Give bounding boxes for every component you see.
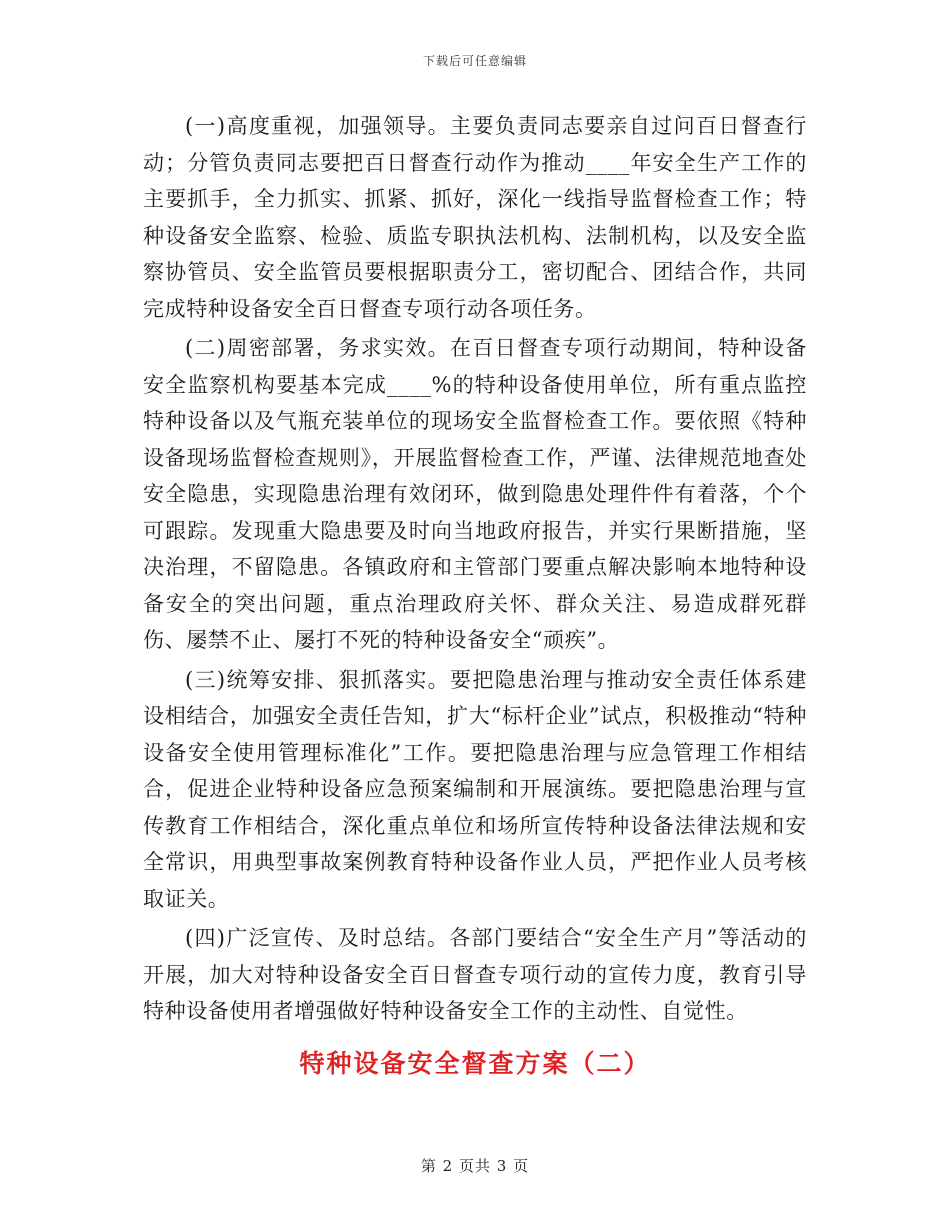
paragraph-2: (二)周密部署，务求实效。在百日督查专项行动期间，特种设备安全监察机构要基本完成____%的特种设备使用单位，所有重点监控特种设备以及气瓶充装单位的现场安全监督检查工作。要依照《特种设备现场监督检查规则》，开展监督检查工作，严谨、法律规范地查处安全隐患，实现隐患治理有效闭环，做到隐患处理件件有着落，个个可跟踪。发现重大隐患要及时向当地政府报告，并实行果断措施，坚决治理，不留隐患。各镇政府和主管部门要重点解决影响本地特种设备安全的突出问题，重点治理政府关怀、群众关注、易造成群死群伤、屡禁不止、屡打不死的特种设备安全“顽疾”。 — [143, 336, 807, 652]
running-header: 下载后可任意编辑 — [422, 54, 527, 68]
paragraph-1: (一)高度重视，加强领导。主要负责同志要亲自过问百日督查行动；分管负责同志要把百日督查行动作为推动____年安全生产工作的主要抓手，全力抓实、抓紧、抓好，深化一线指导监督检查工作；特种设备安全监察、检验、质监专职执法机构、法制机构，以及安全监察协管员、安全监管员要根据职责分工，密切配合、团结合作，共同完成特种设备安全百日督查专项行动各项任务。 — [143, 114, 807, 321]
paragraph-3: (三)统筹安排、狠抓落实。要把隐患治理与推动安全责任体系建设相结合，加强安全责任告知，扩大“标杆企业”试点，积极推动“特种设备安全使用管理标准化”工作。要把隐患治理与应急管理工作相结合，促进企业特种设备应急预案编制和开展演练。要把隐患治理与宣传教育工作相结合，深化重点单位和场所宣传特种设备法律法规和安全常识，用典型事故案例教育特种设备作业人员，严把作业人员考核取证关。 — [143, 667, 807, 911]
section-heading: 特种设备安全督查方案（二） — [299, 1048, 651, 1078]
document-body — [143, 108, 807, 1080]
paragraph-4: (四)广泛宣传、及时总结。各部门要结合“安全生产月”等活动的开展，加大对特种设备安全百日督查专项行动的宣传力度，教育引导特种设备使用者增强做好特种设备安全工作的主动性、自觉性。 — [143, 926, 807, 1023]
page-number-footer: 第 2 页共 3 页 — [420, 1157, 530, 1175]
